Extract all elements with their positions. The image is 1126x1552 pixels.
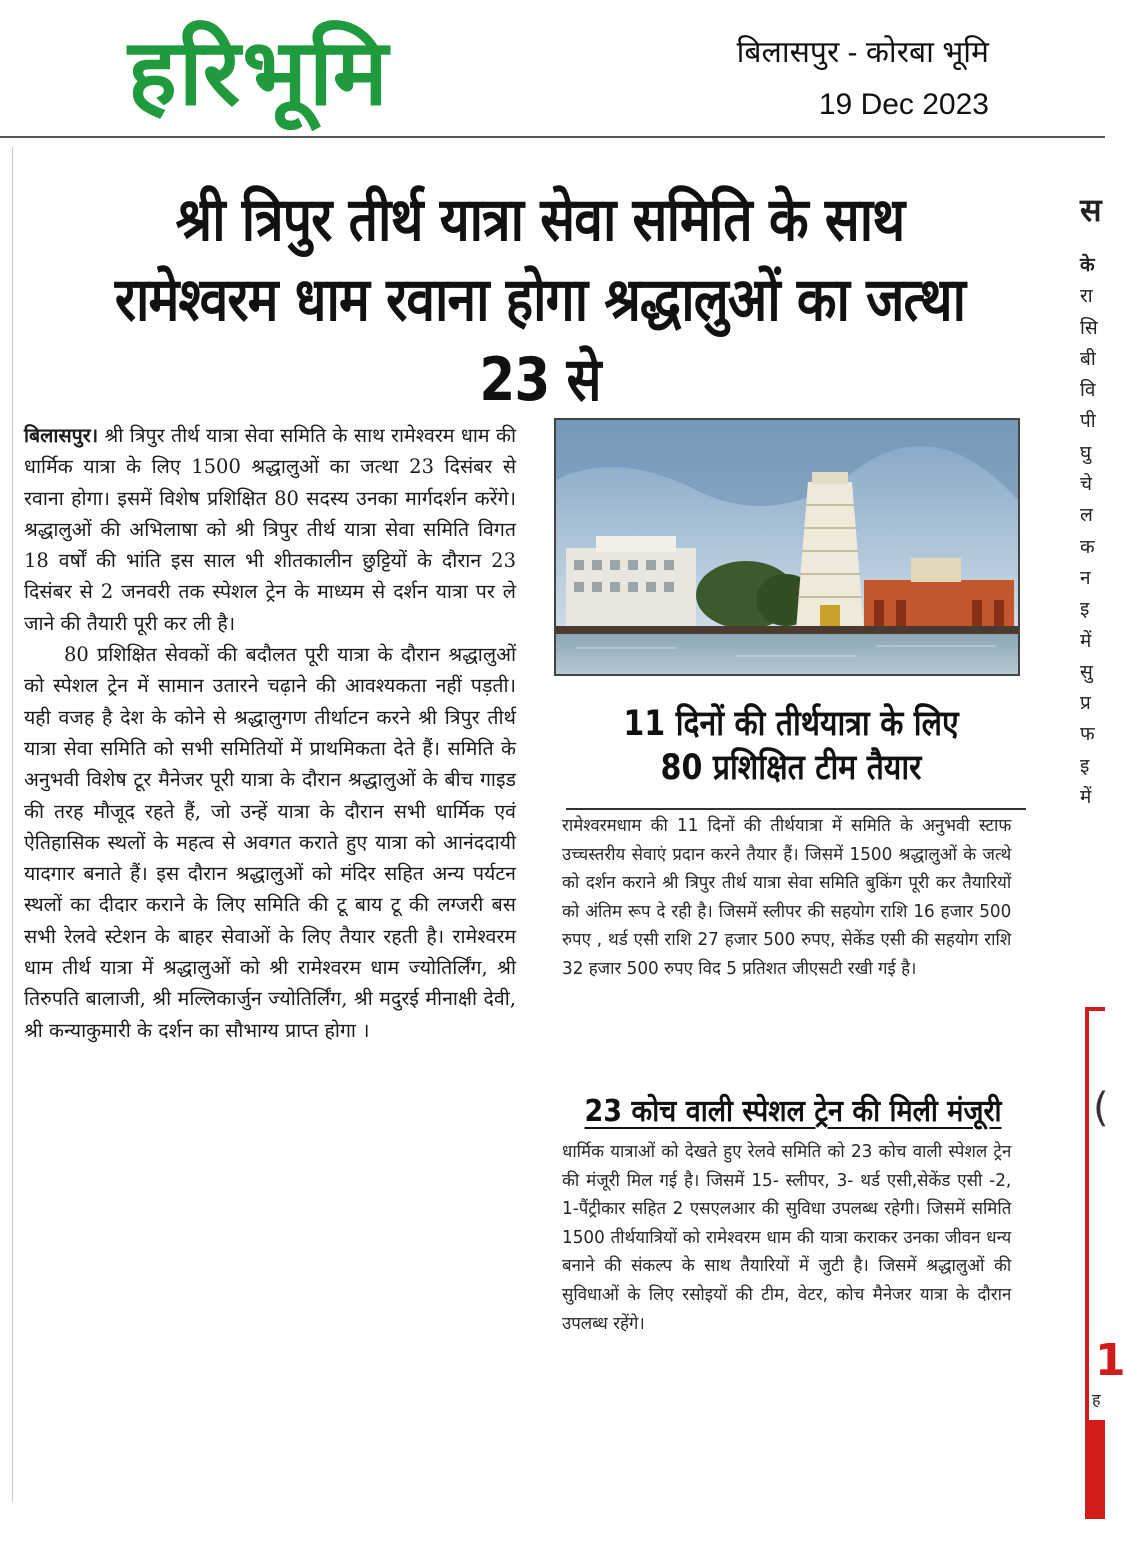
sea-water <box>556 634 1018 674</box>
article-body-left-column <box>24 420 516 1046</box>
adjacent-line: बी <box>1080 347 1096 370</box>
subheading-training-team <box>589 702 993 790</box>
advertisement-small-text: ह <box>1092 1390 1101 1409</box>
advertisement-red-block <box>1085 1420 1105 1519</box>
adjacent-line: न <box>1080 566 1091 589</box>
newspaper-logo: हरिभूमि <box>128 19 390 126</box>
rameshwaram-temple-illustration <box>556 420 1018 674</box>
edition-name: बिलासपुर - कोरबा भूमि <box>736 36 989 69</box>
subheading-line-1: 11 दिनों की तीर्थयात्रा के लिए <box>623 704 959 744</box>
adjacent-line: रा <box>1080 285 1093 308</box>
adjacent-line: फ <box>1080 723 1095 746</box>
headline: श्री त्रिपुर तीर्थ यात्रा सेवा समिति के साथ रामेश्वरम धाम रवाना होगा श्रद्धालुओं का जत्था 23 से <box>114 185 966 415</box>
adjacent-line: प्र <box>1080 692 1091 715</box>
publication-date: 19 Dec 2023 <box>818 88 989 121</box>
adjacent-article-fragment <box>1080 190 1110 813</box>
clipping-border <box>12 147 13 1502</box>
adjacent-line: घु <box>1080 441 1092 464</box>
article-body-right-column-2 <box>562 1138 1011 1338</box>
advertisement-red-glyph: 1 <box>1095 1335 1126 1386</box>
adjacent-headline-fragment: स <box>1080 191 1102 229</box>
subheading-special-train: 23 कोच वाली स्पेशल ट्रेन की मिली मंजूरी <box>584 1094 1002 1129</box>
paragraph-1 <box>24 420 516 639</box>
subheading-line-2: 80 प्रशिक्षित टीम तैयार <box>660 748 922 788</box>
adjacent-line: इ <box>1080 754 1090 777</box>
adjacent-line: के <box>1080 254 1095 276</box>
adjacent-line: सि <box>1080 316 1098 339</box>
train-paragraph: धार्मिक यात्राओं को देखते हुए रेलवे समिति को 23 कोच वाली स्पेशल ट्रेन की मंजूरी मिल गई है। जिसमें 15- स्लीपर, 3- थर्ड एसी,सेकेंड एसी -2, 1-पैंट्रीकार सहित 2 एसएलआर की सुविधा उपलब्ध रहेगी। जिसमें समिति 1500 तीर्थयात्रियों को रामेश्वरम धाम की यात्रा कराकर उनका जीवन धन्य बनाने की संकल्प के साथ तैयारियों में जुटी है। जिसमें श्रद्धालुओं की सुविधाओं के लिए रसोइयों की टीम, वेटर, कोच मैनेजर यात्रा के दौरान उपलब्ध रहेंगे। <box>562 1142 1012 1334</box>
adjacent-line: वि <box>1080 379 1096 402</box>
advertisement-glyph: ( <box>1093 1085 1109 1131</box>
masthead <box>0 0 1105 138</box>
adjacent-line: में <box>1080 629 1092 652</box>
adjacent-line: इ <box>1080 598 1090 621</box>
dateline: बिलासपुर। <box>24 424 99 447</box>
adjacent-line: चे <box>1080 473 1093 496</box>
adjacent-line: पी <box>1080 410 1096 433</box>
temple-photo <box>554 418 1020 676</box>
article-body-right-column-1 <box>562 812 1011 984</box>
adjacent-line: ल <box>1080 504 1093 527</box>
paragraph-2: 80 प्रशिक्षित सेवकों की बदौलत पूरी यात्रा के दौरान श्रद्धालुओं को स्पेशल ट्रेन में सामान उतारने चढ़ाने की आवश्यकता नहीं पड़ती। यही वजह है देश के कोने से श्रद्धालुगण तीर्थाटन करने श्री त्रिपुर तीर्थ यात्रा सेवा समिति को सभी समितियों में प्राथमिकता देते हैं। समिति के अनुभवी विशेष टूर मैनेजर पूरी यात्रा के दौरान श्रद्धालुओं के बीच गाइड की तरह मौजूद रहते हैं, जो उन्हें यात्रा के दौरान सभी धार्मिक एवं ऐतिहासिक स्थलों के महत्व से अवगत कराते हुए यात्रा को आनंददायी यादगार बनाते हैं। इस दौरान श्रद्धालुओं को मंदिर सहित अन्य पर्यटन स्थलों का दीदार कराने के लिए समिति की टू बाय टू की लग्जरी बस सभी रेलवे स्टेशन के बाहर सेवाओं के लिए तैयार रहती है। रामेश्वरम धाम तीर्थ यात्रा में श्रद्धालुओं को श्री रामेश्वरम धाम ज्योतिर्लिंग, श्री तिरुपति बालाजी, श्री मल्लिकार्जुन ज्योतिर्लिंग, श्री मदुरई मीनाक्षी देवी, श्री कन्याकुमारी के दर्शन का सौभाग्य प्राप्त होगा । <box>24 643 516 1042</box>
red-mandapam <box>864 580 1014 630</box>
adjacent-line: क <box>1080 535 1095 558</box>
fare-paragraph: रामेश्वरमधाम की 11 दिनों की तीर्थयात्रा में समिति के अनुभवी स्टाफ उच्चस्तरीय सेवाएं प्रदान करने तैयार हैं। जिसमें 1500 श्रद्धालुओं के जत्थे को दर्शन कराने श्री त्रिपुर तीर्थ यात्रा सेवा समिति बुकिंग पूरी कर तैयारियों को अंतिम रूप दे रही है। जिसमें स्लीपर की सहयोग राशि 16 हजार 500 रुपए , थर्ड एसी राशि 27 हजार 500 रुपए, सेकेंड एसी की सहयोग राशि 32 हजार 500 रुपए विद 5 प्रतिशत जीएसटी रखी गई है। <box>562 816 1012 979</box>
adjacent-line: सु <box>1080 660 1093 683</box>
subheading-underline <box>566 808 1026 810</box>
paragraph-1-text: श्री त्रिपुर तीर्थ यात्रा सेवा समिति के साथ रामेश्वरम धाम की धार्मिक यात्रा के लिए 1500 श्रद्धालुओं का जत्था 23 दिसंबर से रवाना होगा। इसमें विशेष प्रशिक्षित 80 सदस्य उनका मार्गदर्शन करेंगे। श्रद्धालुओं की अभिलाषा को श्री त्रिपुर तीर्थ यात्रा सेवा समिति विगत 18 वर्षों की भांति इस साल भी शीतकालीन छुट्टियों के दौरान 23 दिसंबर से 2 जनवरी तक स्पेशल ट्रेन के माध्यम से दर्शन यात्रा पर ले जाने की तैयारी पूरी कर ली है। <box>24 424 516 635</box>
adjacent-line: में <box>1080 786 1092 809</box>
